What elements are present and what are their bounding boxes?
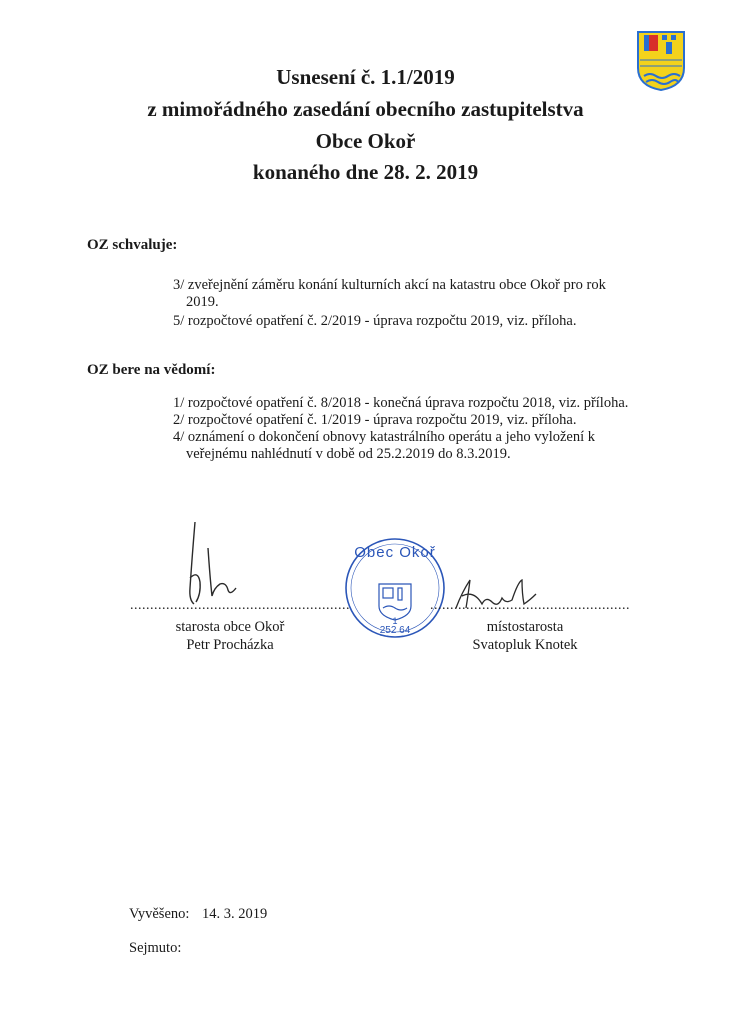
title-line-4: konaného dne 28. 2. 2019: [252, 160, 479, 184]
mayor-name: Petr Procházka: [186, 637, 274, 653]
approves-item-1: 3/ zveřejnění záměru konání kulturních akcí na katastru obce Okoř pro rok: [173, 277, 606, 293]
deputy-mayor-signature-line: ..................................................: [430, 598, 630, 613]
removed-label: Sejmuto:: [129, 940, 182, 956]
mayor-role: starosta obce Okoř: [175, 619, 285, 635]
mayor-signature-line: .......................................................: [130, 598, 350, 613]
posted-label: Vyvěšeno:: [129, 906, 190, 922]
notes-item-3-continuation: veřejnému nahlédnutí v době od 25.2.2019 do 8.3.2019.: [186, 446, 511, 462]
approves-heading: OZ schvaluje:: [87, 237, 178, 253]
approves-item-2: 5/ rozpočtové opatření č. 2/2019 - úprava rozpočtu 2019, viz. příloha.: [173, 313, 577, 329]
notes-item-1: 1/ rozpočtové opatření č. 8/2018 - konečná úprava rozpočtu 2018, viz. příloha.: [173, 395, 629, 411]
title-line-3: Obce Okoř: [315, 129, 416, 153]
notes-item-3: 4/ oznámení o dokončení obnovy katastrálního operátu a jeho vyložení k: [173, 429, 595, 445]
stamp-number: 1: [392, 616, 398, 626]
posted-date: 14. 3. 2019: [202, 906, 268, 922]
deputy-mayor-role: místostarosta: [486, 619, 564, 635]
mayor-signature: [170, 518, 250, 610]
title-line-1: Usnesení č. 1.1/2019: [276, 65, 455, 89]
notes-heading: OZ bere na vědomí:: [87, 362, 216, 378]
deputy-mayor-name: Svatopluk Knotek: [472, 637, 578, 653]
approves-item-1-continuation: 2019.: [186, 294, 219, 310]
title-line-2: z mimořádného zasedání obecního zastupitelstva: [147, 97, 584, 121]
stamp-postcode: 252 64: [379, 625, 411, 636]
stamp-text: Obec Okoř: [354, 544, 436, 561]
notes-item-2: 2/ rozpočtové opatření č. 1/2019 - úprava rozpočtu 2019, viz. příloha.: [173, 412, 577, 428]
